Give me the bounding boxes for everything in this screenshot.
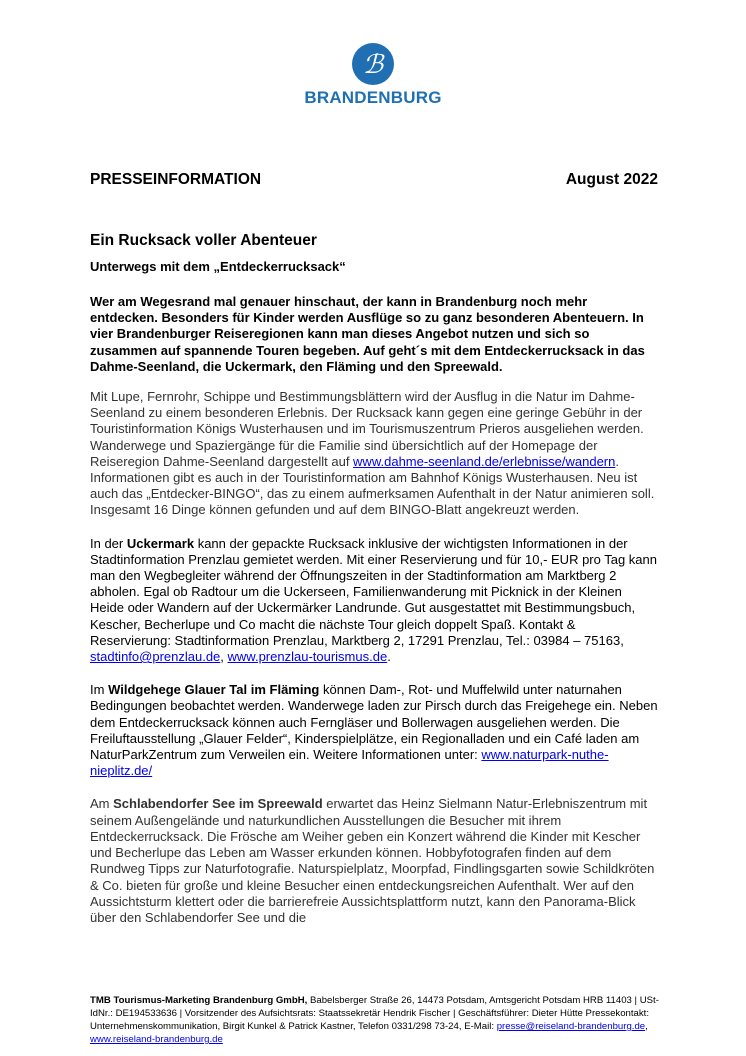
link-prenzlau-tourismus[interactable]: www.prenzlau-tourismus.de — [227, 649, 388, 665]
paragraph-flaeming — [90, 682, 658, 779]
footer — [90, 994, 660, 1046]
document-date: August 2022 — [565, 171, 658, 188]
svg-text:ℬ: ℬ — [362, 50, 384, 80]
document-header — [90, 171, 658, 189]
paragraph-text: erwartet das Heinz Sielmann Natur-Erlebniszentrum mit seinem Außengelände und naturkundlichen Ausstellungen die Besucher mit ihrem Entdeckerrucksack. Die Frösche am Weiher geben ein Konzert während die Kinder mit Kescher und Becherlupe das Leben am Wasser erkunden können. Hobbyfotografen finden auf dem Rundweg Tipps zur Naturfotografie. Naturspielplatz, Moorpfad, Findlingsgarten sowie Schildkröten & Co. bieten für große und kleine Besucher einen entdeckungsreichen Aufenthalt. Wer auf den Aussichtsturm klettert oder die barrierefreie Aussichtsplattform nutzt, kann den Panorama-Blick über den Schlabendorfer See und die — [90, 796, 655, 925]
press-document — [90, 171, 658, 926]
footer-details: Babelsberger Straße 26, 14473 Potsdam, Amtsgericht Potsdam HRB 11403 | USt-IdNr.: DE194533636 | Vorsitzender des Aufsichtsrats: Staatssekretär Hendrik Fischer | Geschäftsführer: Dieter Hütte Pressekontakt: Unternehmenskommunikation, Birgit Kunkel & Patrick Kastner, Telefon 0331/298 73-24, E-Mail: — [90, 995, 659, 1032]
paragraph-text: kann der gepackte Rucksack inklusive der wichtigsten Informationen in der Stadtinformation Prenzlau gemietet werden. Mit einer Reservierung und für 10,- EUR pro Tag kann man den Wegbegleiter während der Öffnungszeiten in der Stadtinformation am Marktberg 2 abholen. Egal ob Radtour um die Uckerseen, Familienwanderung mit Picknick in der Kleinen Heide oder Wandern auf der Uckermärker Landrunde. Gut ausgestattet mit Bestimmungsbuch, Kescher, Becherlupe und Co macht die nächste Tour gleich doppelt Spaß. Kontakt & Reservierung: Stadtinformation Prenzlau, Marktberg 2, 17291 Prenzlau, Tel.: 03984 – 75163, — [90, 535, 657, 648]
logo-wordmark: BRANDENBURG — [304, 88, 442, 107]
paragraph-text: In der — [90, 535, 127, 551]
footer-email-link[interactable]: presse@reiseland-brandenburg.de — [496, 1021, 646, 1032]
paragraph-uckermark — [90, 536, 658, 666]
brandenburg-b-icon — [351, 42, 395, 86]
separator: , — [220, 649, 228, 665]
paragraph-text: können Dam-, Rot- und Muffelwild unter naturnahen Bedingungen beobachtet werden. Wanderwege laden zur Pirsch durch das Freigehege ein. Neben dem Entdeckerrucksack können auch Ferngläser und Bollerwagen ausgeliehen werden. Die Freiluftausstellung „Glauer Felder“, Kinderspielplätze, ein Regionalladen und ein Café laden am NaturParkZentrum zum Verweilen ein. Weitere Informationen unter: — [90, 682, 658, 763]
paragraph-text: Am — [90, 796, 114, 812]
period: . — [387, 649, 391, 665]
brandenburg-logo — [293, 42, 453, 108]
document-type: PRESSEINFORMATION — [90, 171, 262, 188]
link-stadtinfo-email[interactable]: stadtinfo@prenzlau.de — [90, 649, 221, 665]
subheadline: Unterwegs mit dem „Entdeckerrucksack“ — [90, 259, 346, 274]
footer-company: TMB Tourismus-Marketing Brandenburg GmbH, — [90, 995, 308, 1006]
separator: , — [645, 1021, 648, 1032]
paragraph-dahme-seenland — [90, 389, 658, 519]
link-dahme-seenland[interactable]: www.dahme-seenland.de/erlebnisse/wandern — [353, 453, 616, 469]
link-naturpark[interactable]: www.naturpark-nuthe-nieplitz.de/ — [90, 747, 609, 779]
paragraph-text: Mit Lupe, Fernrohr, Schippe und Bestimmungsblättern wird der Ausflug in die Natur im Dahme-Seenland zu einem besonderen Erlebnis. Der Rucksack kann gegen eine geringe Gebühr in der Touristinformation Königs Wusterhausen und im Tourismuszentrum Prieros ausgeliehen werden. Wanderwege und Spaziergänge für die Familie sind übersichtlich auf der Homepage der Reiseregion Dahme-Seenland dargestellt auf — [90, 389, 644, 469]
headline: Ein Rucksack voller Abenteuer — [90, 232, 317, 249]
intro-paragraph: Wer am Wegesrand mal genauer hinschaut, der kann in Brandenburg noch mehr entdecken. Besonders für Kinder werden Ausflüge so zu ganz besonderen Abenteuern. In vier Brandenburger Reiseregionen kann man dieses Angebot nutzen und sich so zusammen auf spannende Touren begeben. Auf geht´s mit dem Entdeckerrucksack in das Dahme-Seenland, die Uckermark, den Fläming und den Spreewald. — [90, 294, 645, 374]
region-name: Uckermark — [126, 535, 195, 551]
footer-web-link[interactable]: www.reiseland-brandenburg.de — [90, 1034, 223, 1045]
region-name: Wildgehege Glauer Tal im Fläming — [108, 682, 320, 698]
paragraph-text: Im — [90, 682, 109, 698]
paragraph-spreewald — [90, 796, 658, 926]
paragraph-text: . Informationen gibt es auch in der Touristinformation am Bahnhof Königs Wusterhausen. Neu ist auch das „Entdecker-BINGO“, das zu einem aufmerksamen Aufenthalt in der Natur animieren soll. Insgesamt 16 Dinge können gefunden und auf dem BINGO-Blatt angekreuzt werden. — [90, 453, 655, 518]
region-name: Schlabendorfer See im Spreewald — [113, 796, 323, 812]
